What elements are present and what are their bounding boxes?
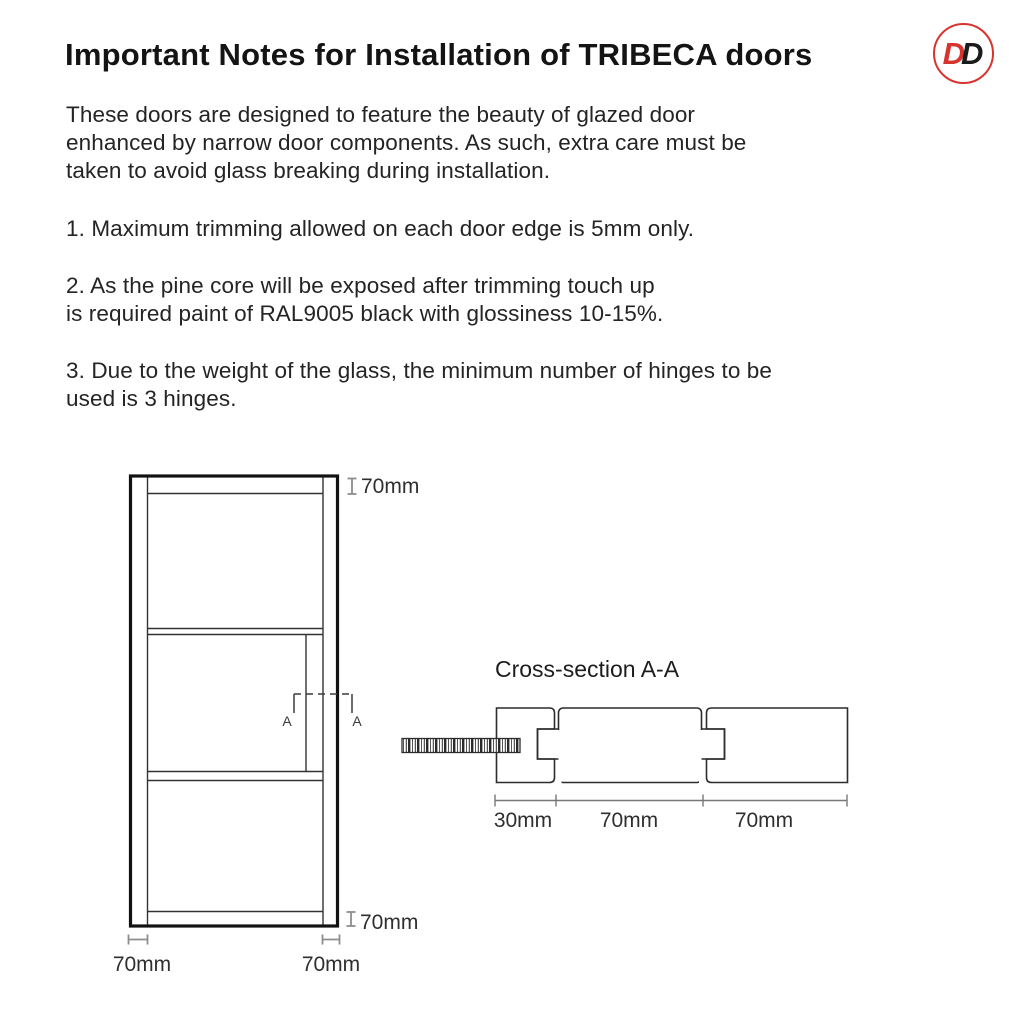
intro-line-3: taken to avoid glass breaking during installation.: [66, 158, 551, 183]
tongue-left: [538, 729, 559, 759]
logo-letter-d2: D: [961, 36, 981, 71]
cross-section-dimensions: [495, 795, 847, 807]
section-label-a-left: A: [282, 713, 292, 729]
page-title: Important Notes for Installation of TRIBECA doors: [65, 37, 813, 72]
cs-dim-label-30mm: 30mm: [493, 809, 553, 832]
right-stile-dim-label: 70mm: [301, 953, 361, 976]
note-3-line-1: 3. Due to the weight of the glass, the minimum number of hinges to be: [66, 358, 773, 383]
logo-letter-d1: D: [942, 36, 962, 71]
note-2-line-2: is required paint of RAL9005 black with glossiness 10-15%.: [66, 301, 664, 326]
cross-section-drawing: [402, 708, 848, 787]
cross-section-title: Cross-section A-A: [495, 656, 680, 682]
cs-dim-label-70mm-right: 70mm: [734, 809, 794, 832]
middle-block: [559, 708, 702, 783]
section-label-a-right: A: [352, 713, 362, 729]
note-1-line-1: 1. Maximum trimming allowed on each door edge is 5mm only.: [66, 216, 695, 241]
top-rail-dim-label: 70mm: [361, 475, 420, 498]
glass-pane-hatched: [402, 739, 520, 753]
door-elevation: [131, 476, 338, 926]
bottom-rail-dim-label: 70mm: [360, 911, 419, 934]
left-stile-dim-label: 70mm: [112, 953, 172, 976]
intro-line-1: These doors are designed to feature the beauty of glazed door: [66, 102, 696, 127]
cs-dim-label-70mm-mid: 70mm: [599, 809, 659, 832]
note-2-line-1: 2. As the pine core will be exposed after trimming touch up: [66, 273, 655, 298]
note-3-line-2: used is 3 hinges.: [66, 386, 237, 411]
right-block-70mm: [707, 708, 848, 783]
intro-line-2: enhanced by narrow door components. As such, extra care must be: [66, 130, 747, 155]
